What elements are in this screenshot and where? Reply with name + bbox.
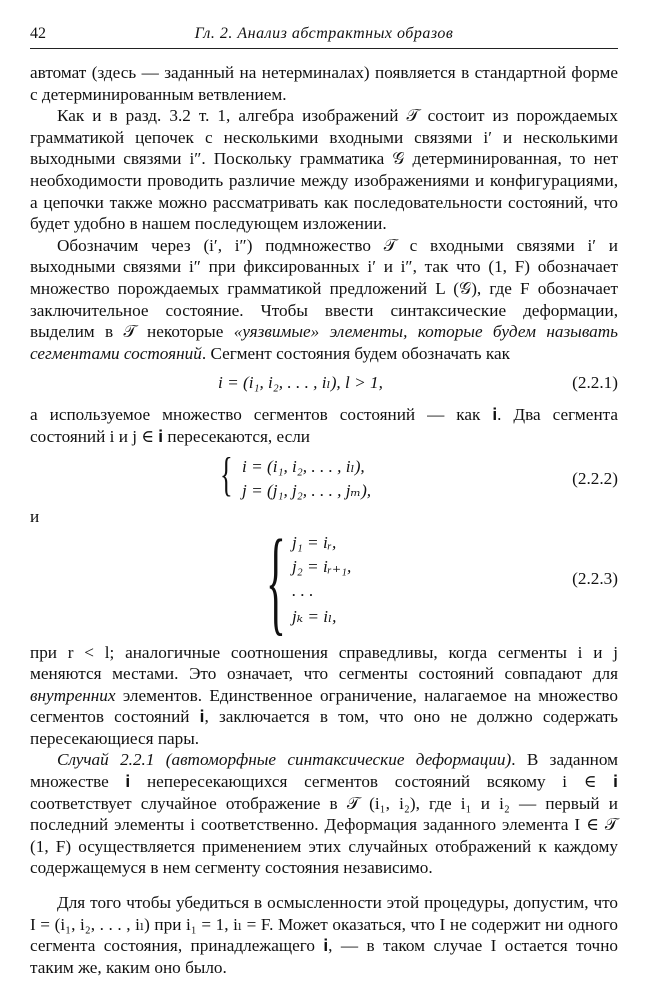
paragraph-3 (30, 235, 618, 365)
equation-2-2-1-expr: i = (i₁, i₂, . . . , iₗ), l > 1, (218, 373, 383, 393)
paragraph-5: и (30, 506, 40, 526)
paragraph-4: а используемое множество сегментов состояний — как 𝐢. Два сегмента состояний i и j ∈ 𝐢 пересекаются, если (30, 405, 618, 446)
paragraph-3-start: Обозначим через (i′, i″) подмножество 𝒯 с входными связями i′ и выходными связями i″ при фиксированных i′ и i″, так что (1, F) обозначает множество порождаемых грамматикой предложений L (𝒢), где F обозначает заключительное состояние. Чтобы ввести синтаксические деформации, выделим в 𝒯 некоторые (30, 235, 618, 342)
case-heading: Случай 2.2.1 (автоморфные синтаксические деформации) (57, 750, 512, 770)
equation-2-2-2 (30, 448, 618, 506)
header-rule (30, 48, 618, 49)
paragraph-3-end: . Сегмент состояния будем обозначать как (201, 343, 510, 363)
paragraph-8: Для того чтобы убедиться в осмысленности этой процедуры, допустим, что I = (i₁, i₂, . . . , iₗ) при i₁ = 1, iₗ = F. Может оказаться, что I не содержит ни одного сегмента состояния, принадлежащего 𝐢, — в таком случае I остается точно таким же, каким оно было. (30, 893, 618, 977)
paragraph-7-end: . В заданном множестве 𝐢 непересекающихся сегментов состояний всякому i ∈ 𝐢 соответствует случайное отображение в 𝒯 (i₁, i₂), где i₁ и i₂ — первый и последний элементы i соответственно. Деформация заданного элемента I ∈ 𝒯 (1, F) осуществляется применением этих случайных отображений к каждому содержащемуся в нем сегменту состояния независимо. (30, 750, 619, 878)
equation-2-2-2-line-1: i = (i₁, i₂, . . . , iₗ), (242, 456, 365, 476)
body-text (30, 62, 618, 978)
paragraph-1: автомат (здесь — заданный на нетерминалах) появляется в стандартной форме с детерминированным ветвлением. (30, 63, 618, 104)
equation-2-2-3-number: (2.2.3) (572, 568, 618, 588)
running-title: Гл. 2. Анализ абстрактных образов (194, 25, 454, 42)
equation-2-2-2-number: (2.2.2) (572, 468, 618, 488)
equation-2-2-2-line-2: j = (j₁, j₂, . . . , jₘ), (242, 480, 372, 500)
left-brace: { (266, 514, 286, 646)
equation-2-2-3 (30, 514, 618, 646)
paragraph-6 (30, 642, 618, 750)
equation-2-2-3-line-1: j₁ = iᵣ, (292, 532, 337, 552)
paragraph-6-start: при r < l; аналогичные соотношения справедливы, когда сегменты i и j меняются местами. Это означает, что сегменты состояний совпадают для (30, 642, 618, 684)
equation-2-2-1 (30, 364, 618, 404)
equation-2-2-3-line-2: j₂ = iᵣ₊₁, (292, 556, 352, 576)
paragraph-3-emphasis: «уязвимые» элементы, которые будем называть сегментами состояний (30, 322, 618, 363)
equation-2-2-3-line-3: . . . (292, 580, 314, 600)
left-brace: { (220, 447, 233, 501)
page-number: 42 (30, 25, 46, 42)
equation-2-2-1-number: (2.2.1) (572, 373, 618, 393)
paragraph-7 (30, 749, 618, 879)
equation-2-2-3-line-4: jₖ = iₗ, (292, 606, 337, 626)
running-header (30, 22, 618, 46)
paragraph-2: Как и в разд. 3.2 т. 1, алгебра изображений 𝒯 состоит из порождаемых грамматикой цепочек с несколькими входными связями i′ и несколькими выходными связями i″. Поскольку грамматика 𝒢 детерминированная, то нет необходимости проводить различие между изображениями и конфигурациями, а цепочки также можно рассматривать как последовательности состояний, что будет удобно в нашем последующем изложении. (30, 106, 618, 234)
paragraph-6-emphasis: внутренних (30, 685, 116, 705)
paragraph-6-end: элементов. Единственное ограничение, налагаемое на множество сегментов состояний 𝐢, заключается в том, что оно не должно содержать пересекающиеся пары. (30, 685, 618, 748)
